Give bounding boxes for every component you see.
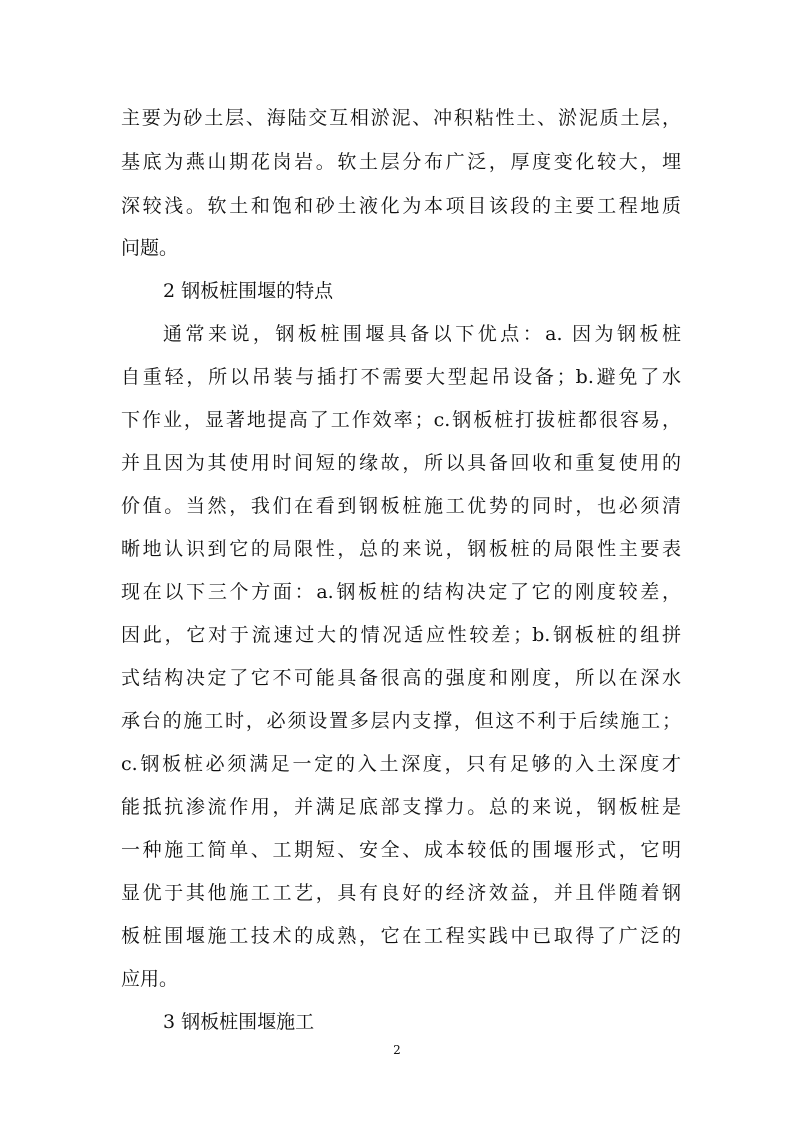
paragraph-2-line-14: 显优于其他施工工艺，具有良好的经济效益，并且伴随着钢: [121, 882, 681, 904]
page-number: 2: [393, 1043, 401, 1057]
paragraph-2-line-15: 板桩围堰施工技术的成熟，它在工程实践中已取得了广泛的: [121, 925, 681, 947]
paragraph-2-line-16: 应用。: [121, 968, 179, 990]
paragraph-2-line-9: 式结构决定了它不可能具备很高的强度和刚度，所以在深水: [121, 667, 681, 689]
section-heading-2: 2 钢板桩围堰的特点: [163, 280, 334, 302]
paragraph-2-line-8: 因此，它对于流速过大的情况适应性较差；b.钢板桩的组拼: [121, 624, 681, 646]
section-heading-3: 3 钢板桩围堰施工: [163, 1011, 315, 1033]
paragraph-2-line-13: 一种施工简单、工期短、安全、成本较低的围堰形式，它明: [121, 839, 681, 861]
paragraph-2-line-6: 晰地认识到它的局限性，总的来说，钢板桩的局限性主要表: [121, 538, 681, 560]
paragraph-1-line-3: 深较浅。软土和饱和砂土液化为本项目该段的主要工程地质: [121, 195, 681, 217]
paragraph-2-line-5: 价值。当然，我们在看到钢板桩施工优势的同时，也必须清: [121, 495, 681, 517]
paragraph-2-line-11: c.钢板桩必须满足一定的入土深度，只有足够的入土深度才: [121, 753, 681, 775]
paragraph-2-line-3: 下作业，显著地提高了工作效率；c.钢板桩打拔桩都很容易，: [121, 409, 681, 431]
paragraph-1-line-1: 主要为砂土层、海陆交互相淤泥、冲积粘性土、淤泥质土层，: [121, 107, 681, 129]
paragraph-2-line-10: 承台的施工时，必须设置多层内支撑，但这不利于后续施工；: [121, 710, 681, 732]
paragraph-2-line-4: 并且因为其使用时间短的缘故，所以具备回收和重复使用的: [121, 452, 681, 474]
paragraph-2-line-12: 能抵抗渗流作用，并满足底部支撑力。总的来说，钢板桩是: [121, 796, 681, 818]
paragraph-2-line-1: 通常来说，钢板桩围堰具备以下优点：a. 因为钢板桩: [163, 323, 681, 345]
paragraph-2-line-7: 现在以下三个方面：a.钢板桩的结构决定了它的刚度较差，: [121, 581, 681, 603]
paragraph-1-line-4: 问题。: [121, 237, 179, 259]
paragraph-1-line-2: 基底为燕山期花岗岩。软土层分布广泛，厚度变化较大，埋: [121, 151, 681, 173]
paragraph-2-line-2: 自重轻，所以吊装与插打不需要大型起吊设备；b.避免了水: [121, 366, 681, 388]
